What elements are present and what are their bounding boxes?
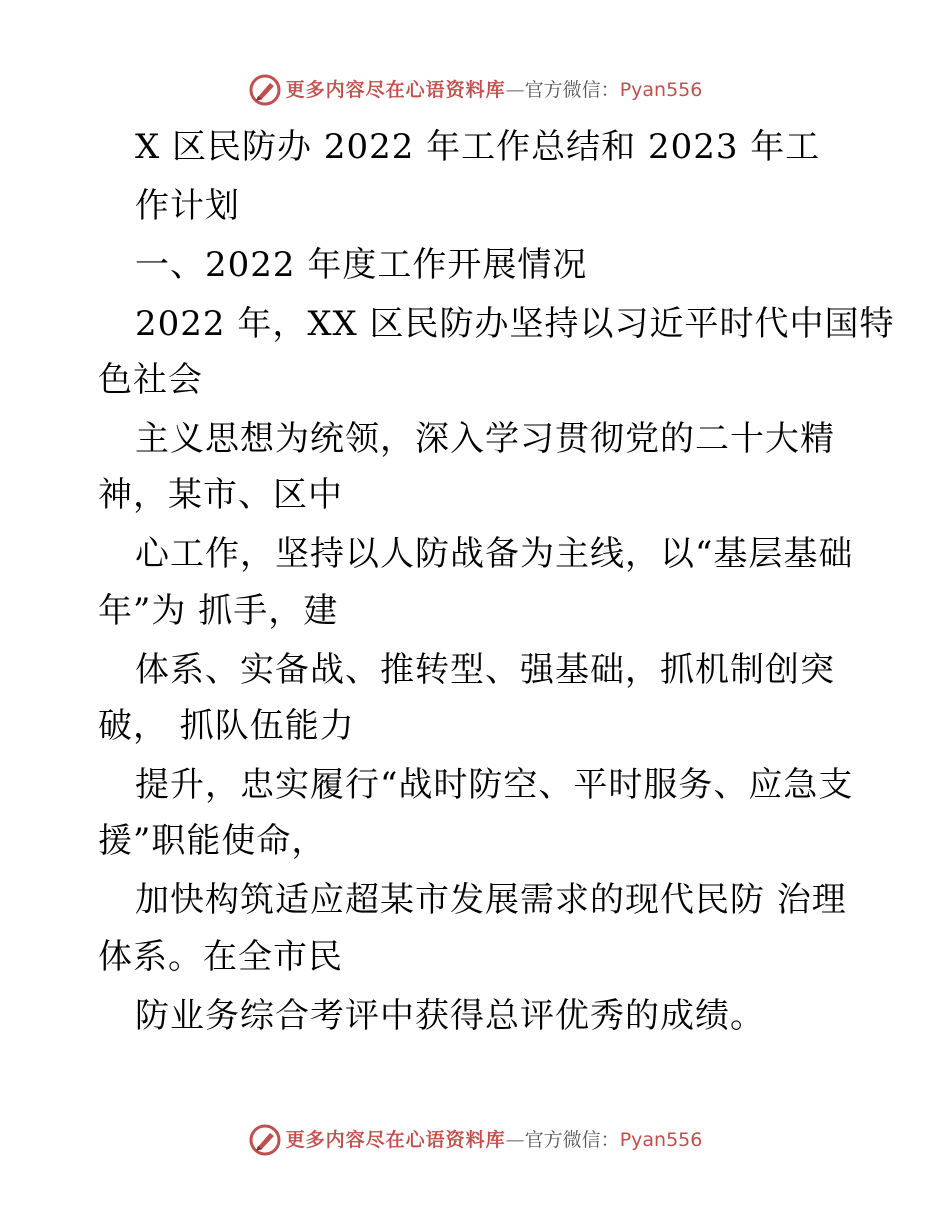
paragraph-line: 加快构筑适应超某市发展需求的现代民防 治理 bbox=[135, 880, 847, 920]
paragraph-line: 体系。在全市民 bbox=[98, 937, 343, 977]
header-watermark bbox=[0, 70, 950, 110]
section-heading: 一、2022 年度工作开展情况 bbox=[135, 245, 588, 285]
paragraph-line: 神，某市、区中 bbox=[98, 475, 343, 515]
paragraph-line: 体系、实备战、推转型、强基础，抓机制创突 bbox=[135, 650, 835, 690]
paragraph-line: 提升，忠实履行“战时防空、平时服务、应急支 bbox=[135, 765, 854, 805]
watermark-brand: 更多内容尽在心语资料库 bbox=[285, 78, 506, 101]
paragraph-line: 主义思想为统领，深入学习贯彻党的二十大精 bbox=[135, 419, 835, 459]
pen-seal-logo-icon bbox=[248, 1123, 282, 1157]
paragraph-line: 2022 年，XX 区民防办坚持以习近平时代中国特 bbox=[135, 304, 895, 344]
paragraph-line: 色社会 bbox=[98, 360, 203, 400]
paragraph-line: 心工作，坚持以人防战备为主线，以“基层基础 bbox=[135, 534, 854, 574]
document-title-line-1: X 区民防办 2022 年工作总结和 2023 年工 bbox=[135, 127, 821, 167]
paragraph-line: 年”为 抓手，建 bbox=[98, 591, 339, 631]
paragraph-line: 援”职能使命， bbox=[98, 821, 327, 861]
document-title-line-2: 作计划 bbox=[135, 186, 240, 226]
watermark-official-label: 官方微信： bbox=[524, 1128, 620, 1151]
footer-watermark bbox=[0, 1120, 950, 1160]
watermark-wechat-id: Pyan556 bbox=[619, 1128, 703, 1151]
paragraph-line: 破， 抓队伍能力 bbox=[98, 706, 355, 746]
watermark-dash: — bbox=[505, 1128, 525, 1151]
watermark-dash: — bbox=[505, 78, 525, 101]
watermark-brand: 更多内容尽在心语资料库 bbox=[285, 1128, 506, 1151]
watermark-wechat-id: Pyan556 bbox=[619, 78, 703, 101]
pen-seal-logo-icon bbox=[248, 73, 282, 107]
paragraph-line: 防业务综合考评中获得总评优秀的成绩。 bbox=[135, 996, 765, 1036]
watermark-official-label: 官方微信： bbox=[524, 78, 620, 101]
